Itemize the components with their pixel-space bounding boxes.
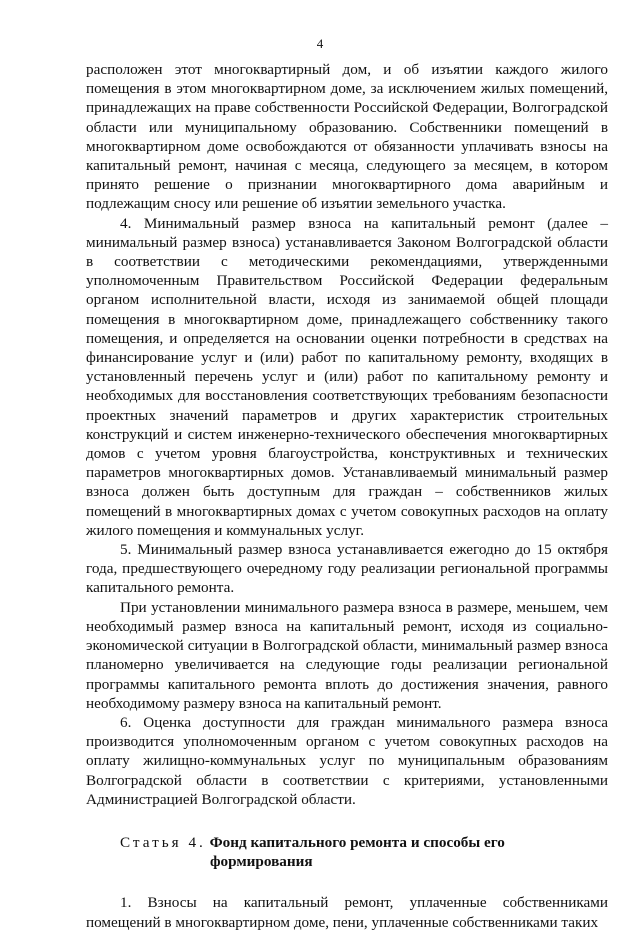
page-number: 4 (316, 36, 324, 51)
paragraph-item-5: 5. Минимальный размер взноса устанавливается ежегодно до 15 октября года, предшествующего очередному году реализации региональной программы капитального ремонта. (86, 541, 608, 597)
article-title-line1: Фонд капитального ремонта и способы его (209, 833, 505, 851)
article-label: Статья 4. (120, 833, 206, 851)
article-heading (120, 833, 608, 871)
paragraph-article4-item-1: 1. Взносы на капитальный ремонт, уплаченные собственниками помещений в многоквартирном доме, пени, уплаченные собственниками таких (86, 894, 608, 931)
paragraph-item-6: 6. Оценка доступности для граждан минимального размера взноса производится уполномоченным органом с учетом совокупных расходов на оплату жилищно-коммунальных услуг по муниципальным образованиям Волгоградской области в соответствии с критериями, установленными Администрацией Волгоградской области. (86, 713, 608, 808)
paragraph-continuation: расположен этот многоквартирный дом, и об изъятии каждого жилого помещения в этом многоквартирном доме, за исключением жилых помещений, принадлежащих на праве собственности Российской Федерации, Волгоградской области или муниципальному образованию. Собственники помещений в многоквартирном доме освобождаются от обязанности уплачивать взносы на капитальный ремонт, начиная с месяца, следующего за месяцем, в котором принято решение о признании многоквартирного дома аварийным и подлежащим сносу или решение об изъятии земельного участка. (86, 61, 608, 213)
paragraph-minimum-contribution: При установлении минимального размера взноса в размере, меньшем, чем необходимый размер взноса на капитальный ремонт, исходя из социально-экономической ситуации в Волгоградской области, минимальный размер взноса планомерно увеличивается на следующие годы реализации региональной программы капитального ремонта вплоть до достижения значения, равного необходимому размеру взноса на капитальный ремонт. (86, 598, 608, 712)
paragraph-item-4: 4. Минимальный размер взноса на капитальный ремонт (далее – минимальный размер взноса) устанавливается Законом Волгоградской области в соответствии с методическими рекомендациями, утвержденными уполномоченным Правительством Российской Федерации федеральным органом исполнительной власти, исходя из занимаемой общей площади помещения в многоквартирном доме, принадлежащего собственнику такого помещения, и определяется на основании оценки потребности в средствах на финансирование услуг и (или) работ по капитальному ремонту, входящих в установленный перечень услуг и (или) работ по капитальному ремонту и необходимых для восстановления соответствующих требованиям безопасности проектных значений параметров и других характеристик строительных конструкций и систем инженерно-технического обеспечения многоквартирных домов с учетом уровня благоустройства, конструктивных и технических параметров многоквартирных домов. Устанавливаемый минимальный размер взноса должен быть доступным для граждан – собственников жилых помещений в многоквартирных домах с учетом совокупных расходов на оплату жилого помещения и коммунальных услуг. (86, 214, 608, 539)
article-title-line2: формирования (210, 853, 313, 871)
document-body (86, 60, 608, 932)
